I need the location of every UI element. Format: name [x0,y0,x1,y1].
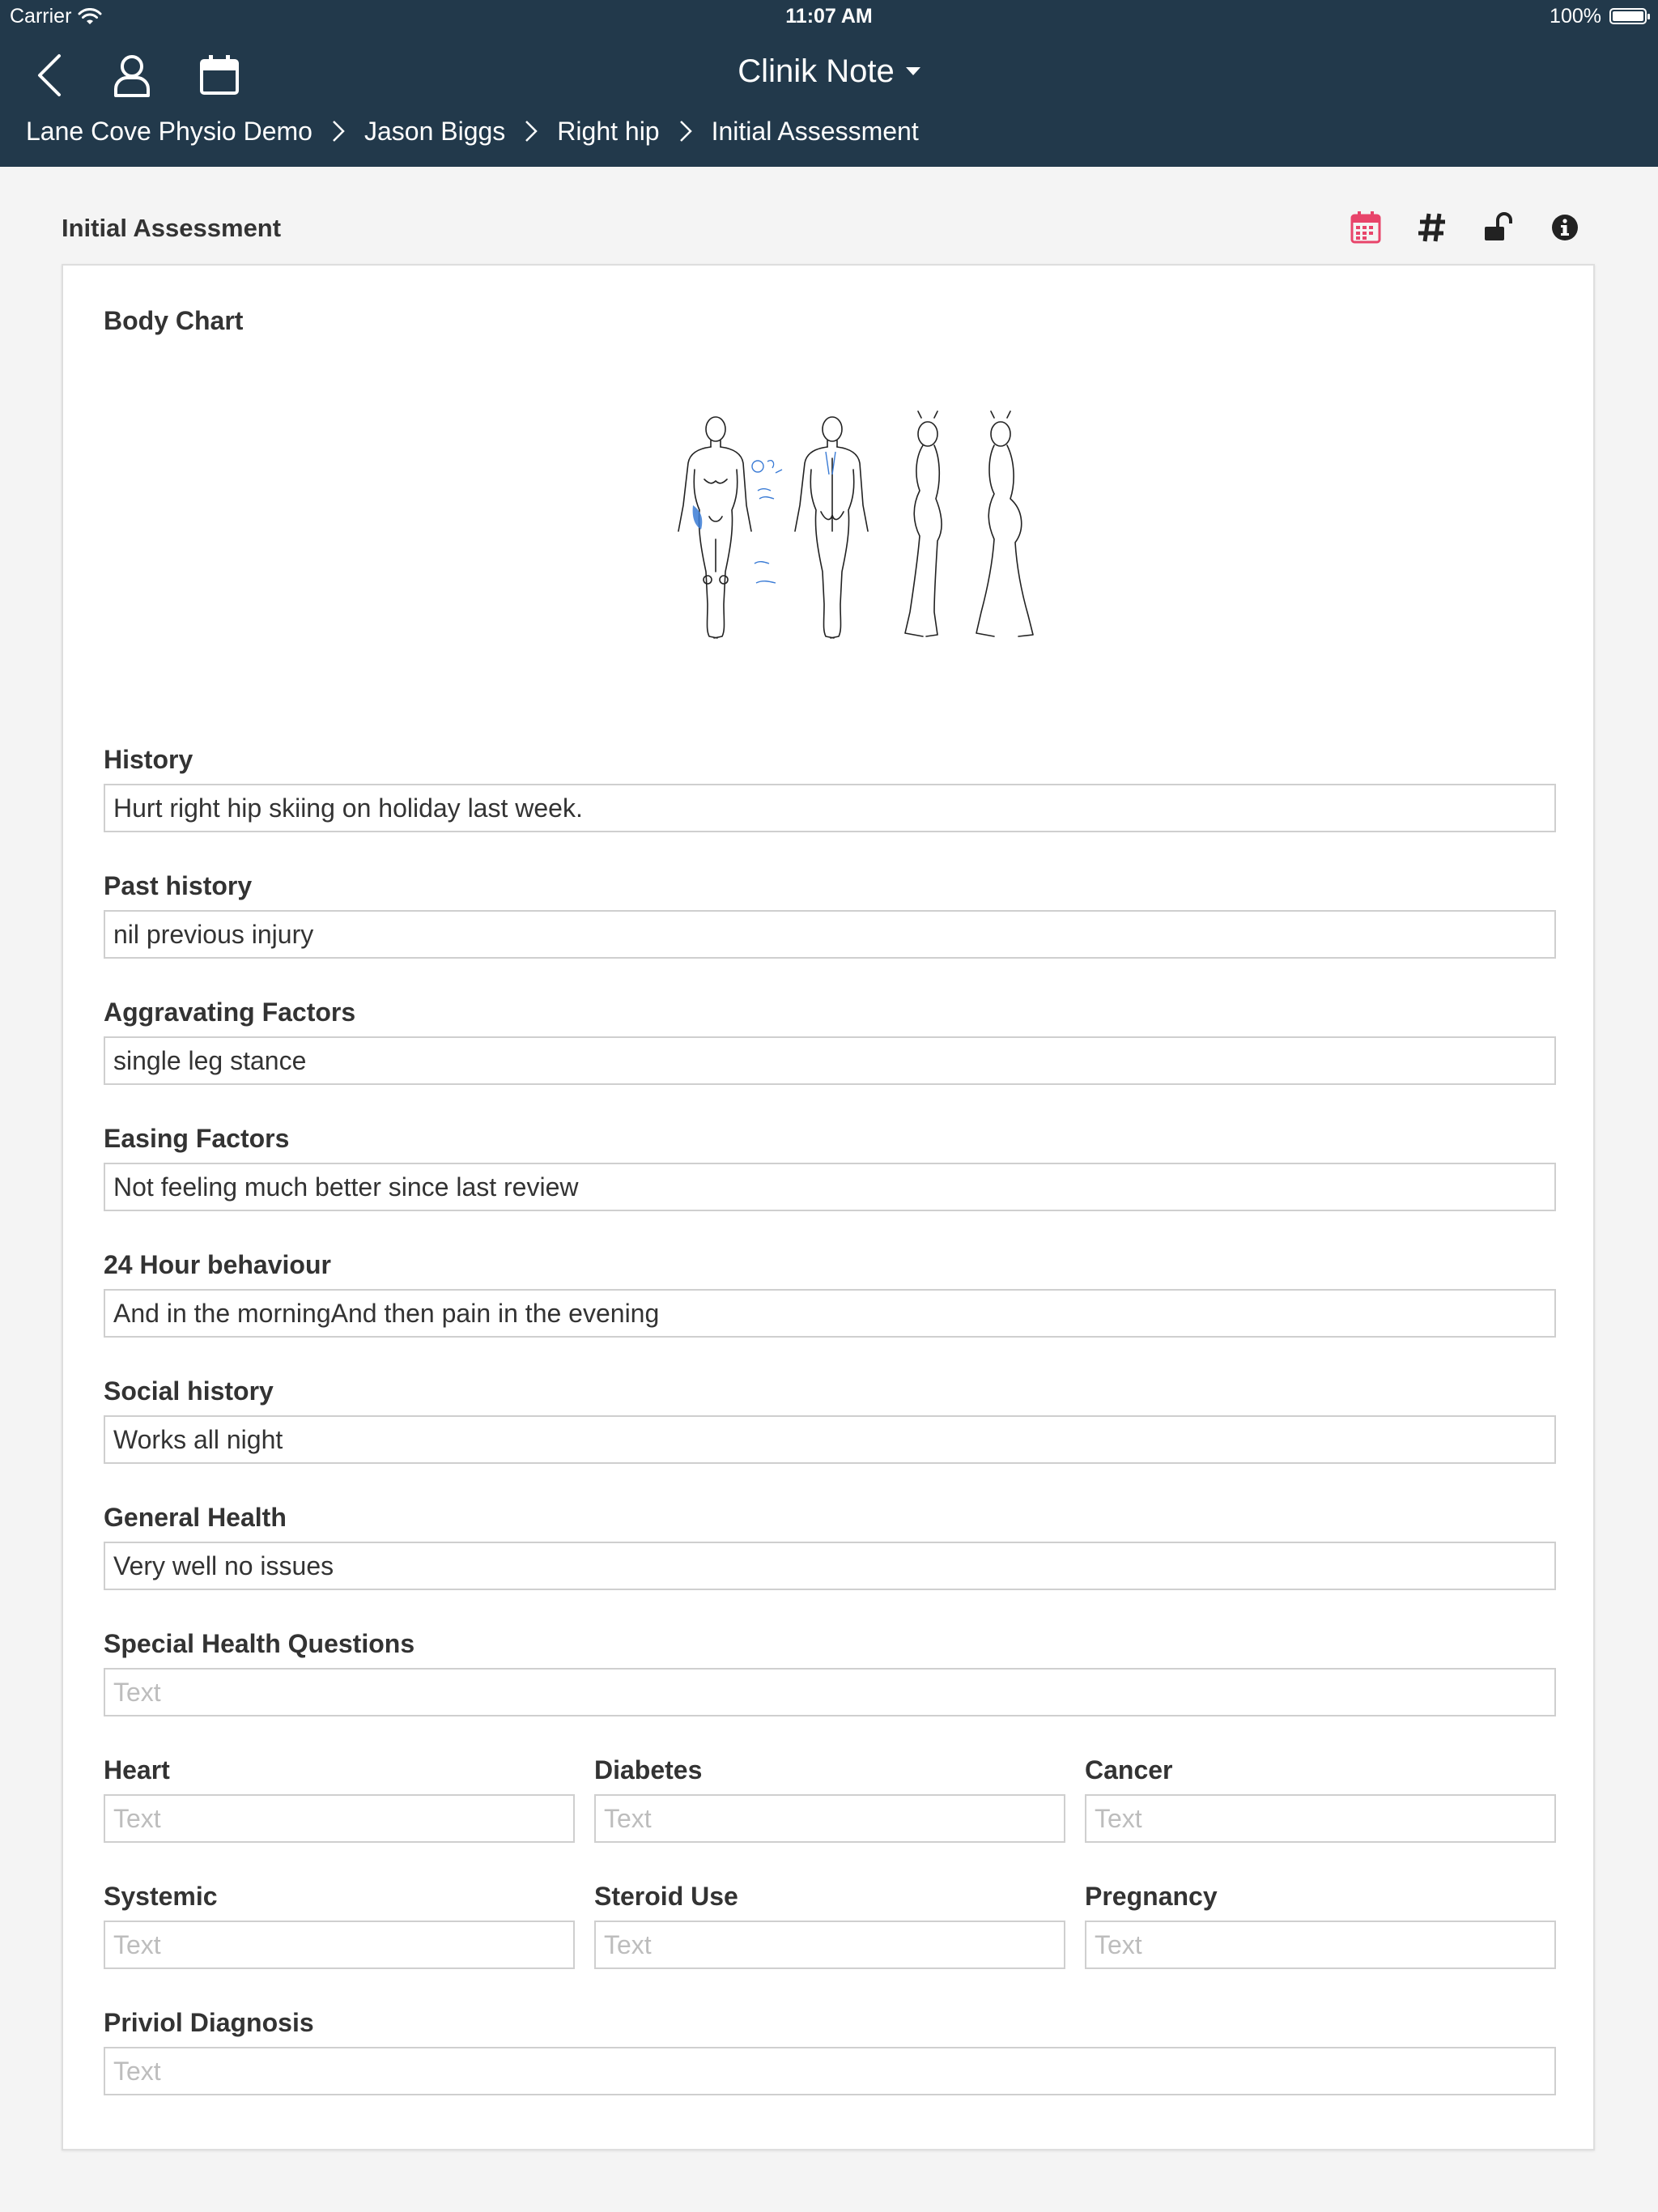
calendar-icon [1350,211,1381,244]
breadcrumb-clinic[interactable]: Lane Cove Physio Demo [26,116,312,146]
field-label-special-health-questions: Special Health Questions [104,1629,415,1658]
status-battery: 100% [1550,5,1601,28]
field-label-past-history: Past history [104,871,253,900]
body-chart-image[interactable] [662,410,1051,653]
systemic-input[interactable] [104,1921,575,1969]
field-label-steroid-use: Steroid Use [594,1882,738,1911]
24-hour-behaviour-input[interactable] [104,1289,1556,1338]
easing-factors-input[interactable] [104,1163,1556,1211]
special-health-questions-input[interactable] [104,1668,1556,1716]
pregnancy-input[interactable] [1085,1921,1556,1969]
date-button[interactable] [1346,207,1386,248]
section-title: Initial Assessment [62,214,282,242]
field-label-systemic: Systemic [104,1882,218,1911]
body-chart-label: Body Chart [104,306,244,335]
unlock-icon [1483,212,1514,243]
lock-button[interactable] [1478,207,1519,248]
field-label-pregnancy: Pregnancy [1085,1882,1218,1911]
field-label-history: History [104,745,193,774]
status-carrier: Carrier [10,5,102,28]
past-history-input[interactable] [104,910,1556,959]
info-button[interactable] [1545,207,1585,248]
social-history-input[interactable] [104,1415,1556,1464]
heart-input[interactable] [104,1794,575,1843]
breadcrumb-patient[interactable]: Jason Biggs [363,116,506,146]
chevron-right-icon [513,115,549,147]
field-label-general-health: General Health [104,1503,287,1532]
history-input[interactable] [104,784,1556,832]
field-label-heart: Heart [104,1755,170,1784]
breadcrumb [26,115,919,147]
field-label-diabetes: Diabetes [594,1755,703,1784]
battery-icon [1609,8,1647,24]
assessment-card [62,264,1595,2150]
field-label-priviol-diagnosis: Priviol Diagnosis [104,2008,314,2037]
field-label-social-history: Social history [104,1376,274,1406]
caret-down-icon [906,67,920,75]
general-health-input[interactable] [104,1542,1556,1590]
note-type-dropdown[interactable] [0,53,1658,90]
field-label-easing-factors: Easing Factors [104,1124,290,1153]
note-toolbar [1346,207,1585,248]
status-time: 11:07 AM [785,5,873,28]
field-label-aggravating-factors: Aggravating Factors [104,998,356,1027]
hashtag-icon [1418,212,1447,243]
diabetes-input[interactable] [594,1794,1065,1843]
info-icon [1551,214,1579,241]
steroid-use-input[interactable] [594,1921,1065,1969]
aggravating-factors-input[interactable] [104,1036,1556,1085]
breadcrumb-current: Initial Assessment [711,116,919,146]
code-button[interactable] [1412,207,1452,248]
field-label-24-hour-behaviour: 24 Hour behaviour [104,1250,331,1279]
field-label-cancer: Cancer [1085,1755,1173,1784]
cancer-input[interactable] [1085,1794,1556,1843]
top-bar [0,0,1658,167]
chevron-right-icon [321,115,356,147]
priviol-diagnosis-input[interactable] [104,2047,1556,2095]
breadcrumb-case[interactable]: Right hip [557,116,660,146]
chevron-right-icon [668,115,704,147]
note-title: Clinik Note [738,53,895,89]
